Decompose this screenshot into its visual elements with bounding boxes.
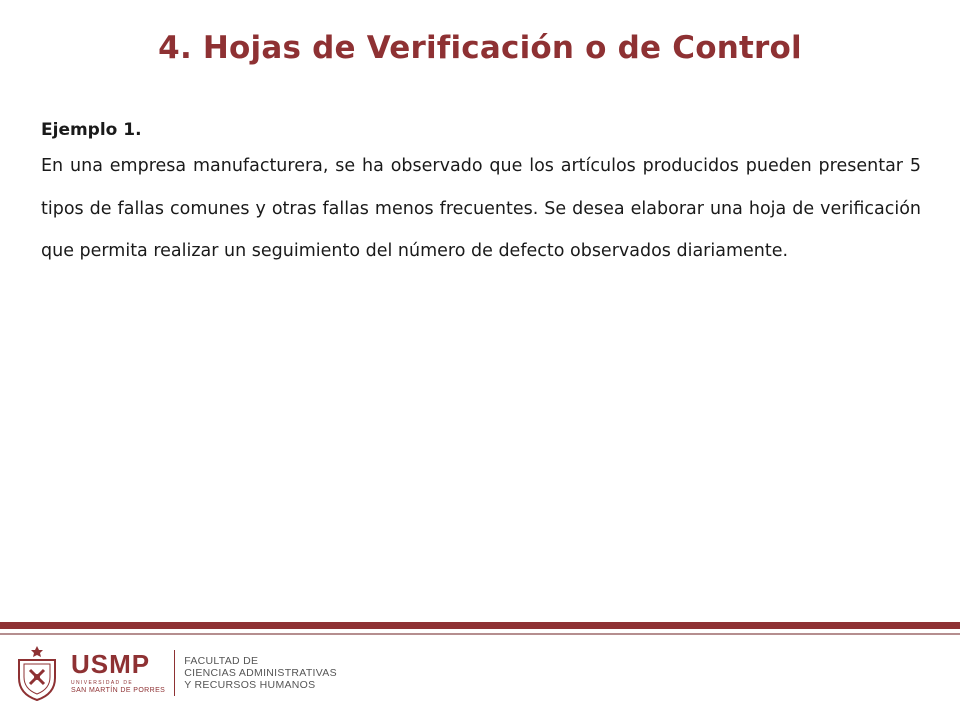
slide-title: 4. Hojas de Verificación o de Control <box>158 30 802 66</box>
example-heading: Ejemplo 1. <box>41 120 142 140</box>
faculty-line-1: FACULTAD DE <box>184 655 259 667</box>
slide-content <box>41 120 921 273</box>
usmp-wordmark <box>71 651 165 695</box>
logo-separator <box>174 650 175 696</box>
usmp-subtitle-2: SAN MARTÍN DE PORRES <box>71 687 166 694</box>
faculty-line-3: Y RECURSOS HUMANOS <box>184 679 316 691</box>
usmp-word: USMP <box>71 649 151 679</box>
usmp-subtitle-1: UNIVERSIDAD DE <box>71 680 134 686</box>
faculty-name <box>184 655 337 691</box>
faculty-line-2: CIENCIAS ADMINISTRATIVAS <box>184 667 337 679</box>
footer-rule-thin <box>0 633 960 635</box>
footer-logo <box>15 643 337 703</box>
example-body: En una empresa manufacturera, se ha observado que los artículos producidos pueden presentar 5 tipos de fallas comunes y otras fallas menos frecuentes. Se desea elaborar una hoja de verificación que permita realizar un seguimiento del número de defecto observados diariamente. <box>41 156 921 261</box>
university-crest-icon <box>15 644 59 702</box>
footer-rule-thick <box>0 622 960 629</box>
